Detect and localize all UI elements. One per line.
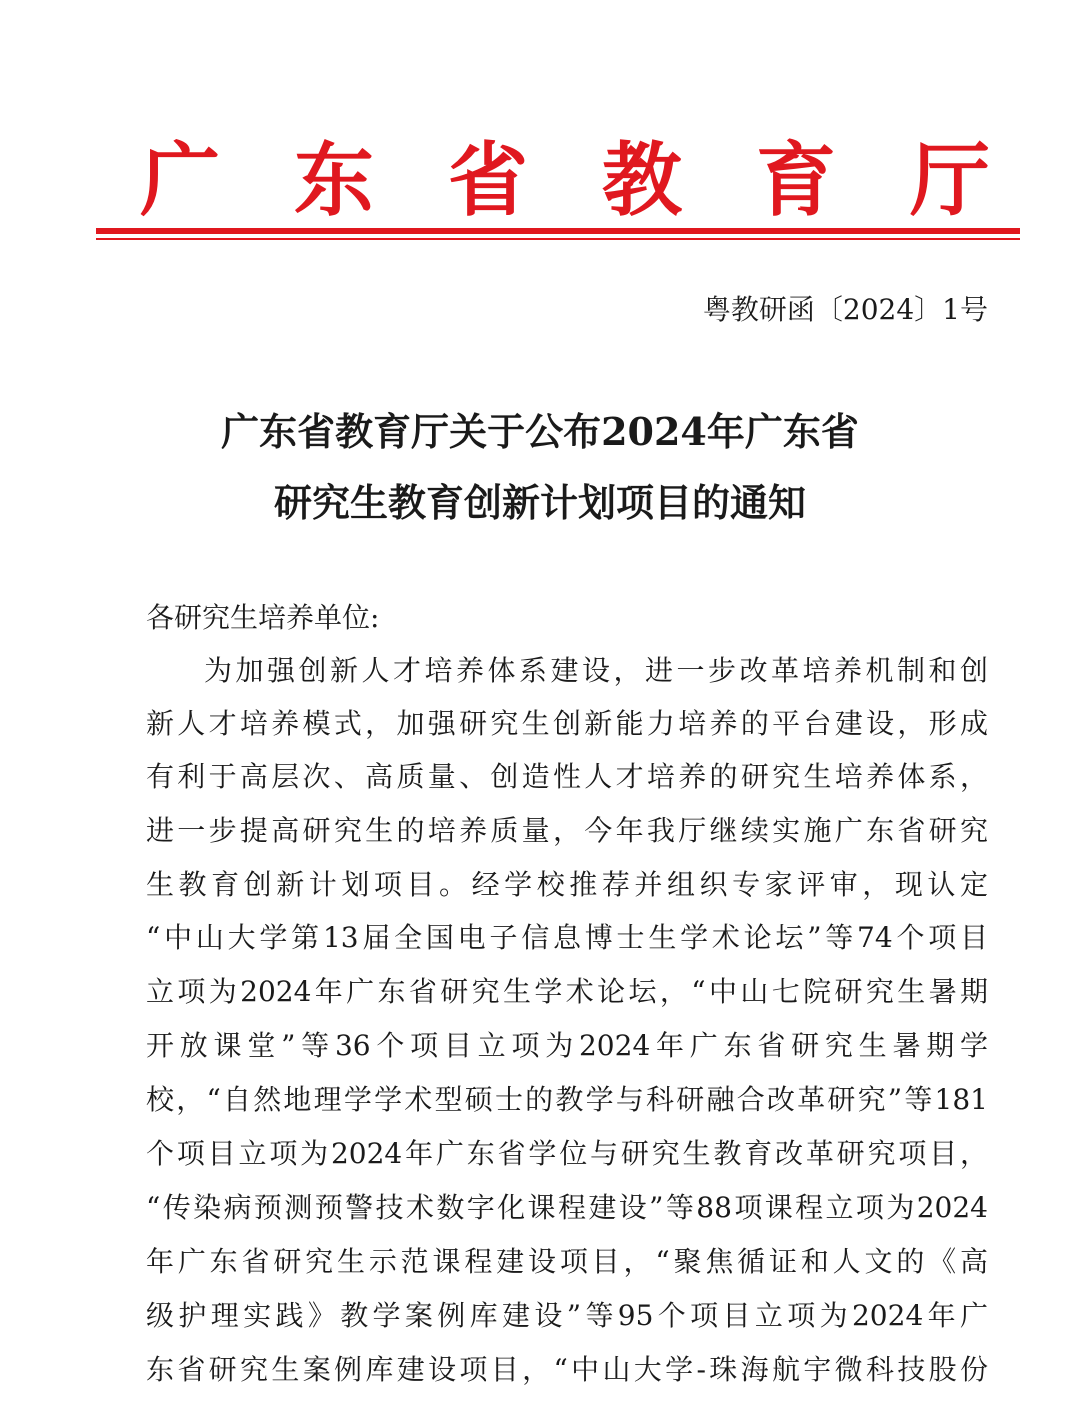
notice-title-line-1: 广东省教育厅关于公布2024年广东省 (221, 409, 859, 454)
body-line: 年广东省研究生示范课程建设项目，“聚焦循证和人文的《高 (146, 1245, 988, 1278)
masthead-char: 广 (140, 133, 220, 227)
masthead-title (140, 132, 990, 228)
document-number: 粤教研函〔2024〕1号 (702, 293, 988, 326)
body-line: 进一步提高研究生的培养质量，今年我厅继续实施广东省研究 (146, 814, 988, 847)
masthead-char: 育 (756, 133, 836, 227)
body-line: 有利于高层次、高质量、创造性人才培养的研究生培养体系， (146, 760, 988, 793)
body-line: 东省研究生案例库建设项目，“中山大学-珠海航宇微科技股份 (146, 1353, 988, 1386)
masthead-char: 东 (294, 133, 374, 227)
body-line: 立项为2024年广东省研究生学术论坛，“中山七院研究生暑期 (146, 975, 988, 1008)
body-line: 生教育创新计划项目。经学校推荐并组织专家评审，现认定 (146, 868, 988, 901)
masthead-char: 省 (448, 133, 528, 227)
notice-title-line-2: 研究生教育创新计划项目的通知 (273, 480, 806, 525)
salutation: 各研究生培养单位: (146, 601, 380, 634)
masthead-char: 厅 (910, 133, 990, 227)
body-line: 校，“自然地理学学术型硕士的教学与科研融合改革研究”等181 (146, 1083, 988, 1116)
body-line: “传染病预测预警技术数字化课程建设”等88项课程立项为2024 (146, 1191, 988, 1224)
body-line: 新人才培养模式，加强研究生创新能力培养的平台建设，形成 (146, 707, 988, 740)
body-line: 个项目立项为2024年广东省学位与研究生教育改革研究项目， (146, 1137, 988, 1170)
body-line: 开放课堂”等36个项目立项为2024年广东省研究生暑期学 (146, 1029, 988, 1062)
red-divider-thick (96, 228, 1020, 234)
red-divider-thin (96, 238, 1020, 240)
body-line: 级护理实践》教学案例库建设”等95个项目立项为2024年广 (146, 1299, 988, 1332)
body-line: 为加强创新人才培养体系建设，进一步改革培养机制和创 (204, 654, 988, 687)
masthead-char: 教 (602, 133, 682, 227)
body-line: “中山大学第13届全国电子信息博士生学术论坛”等74个项目 (146, 921, 988, 954)
